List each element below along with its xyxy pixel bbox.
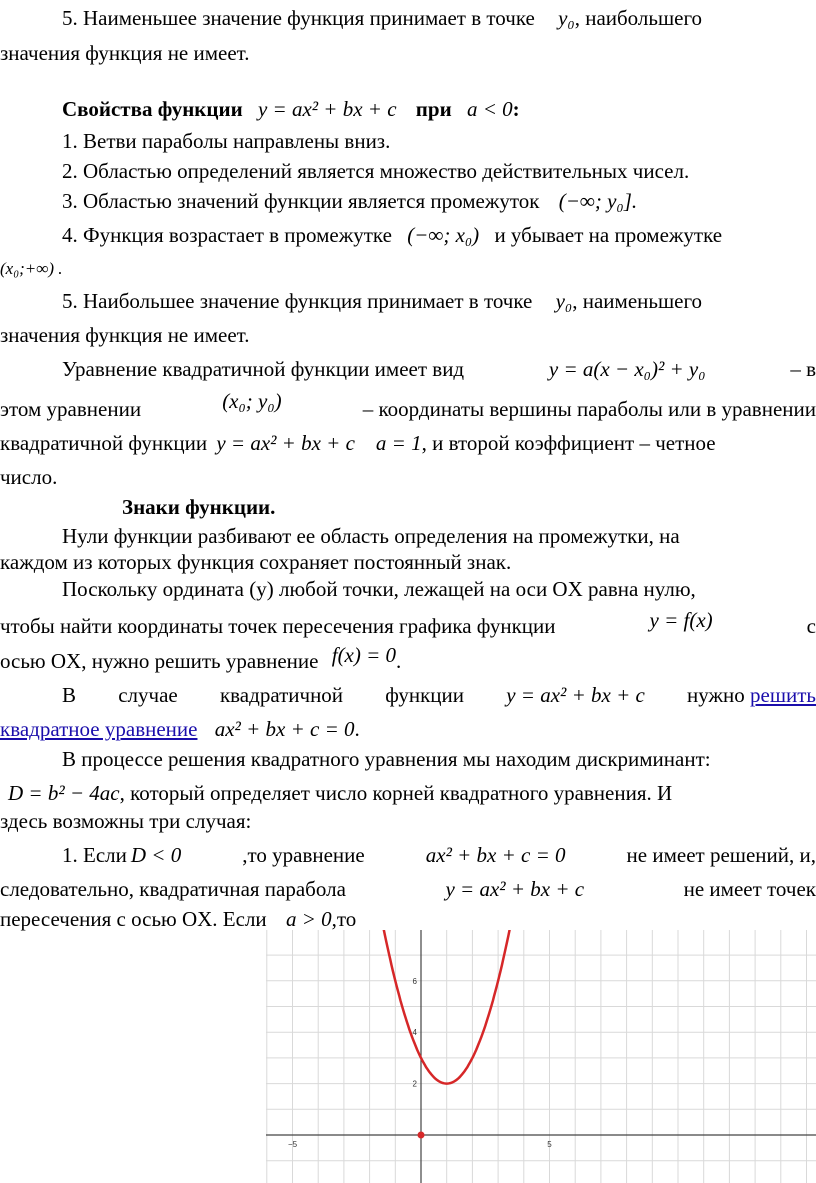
- text-line: здесь возможны три случая:: [0, 809, 252, 833]
- text-line: [8, 780, 816, 806]
- math-inline: D = b² − 4ac: [8, 781, 120, 805]
- math-inline: ax² + bx + c = 0: [425, 843, 566, 867]
- text-line: [62, 356, 816, 382]
- math-inline: (−∞; y₀].: [558, 189, 638, 213]
- text-line: [0, 608, 816, 639]
- text: нужно: [687, 683, 745, 707]
- math-inline: y = ax² + bx + c: [257, 97, 397, 121]
- text-line: [0, 643, 816, 674]
- text: осью OX, нужно решить уравнение: [0, 649, 319, 673]
- text: ,то: [331, 907, 357, 931]
- text-line: [62, 842, 816, 868]
- text: , и второй коэффициент – четное: [421, 431, 716, 455]
- section-title: Знаки функции.: [122, 495, 276, 519]
- text-line: [0, 716, 816, 742]
- text: 5. Наименьшее значение функция принимает в точке: [62, 6, 535, 30]
- text: В: [62, 683, 77, 707]
- text: случае: [118, 683, 178, 707]
- text-group: [62, 842, 181, 868]
- math-inline: y = a(x − x₀)² + y₀: [548, 357, 706, 381]
- tick-labels: [288, 977, 552, 1149]
- text-line: В процессе решения квадратного уравнения мы находим дискриминант:: [62, 747, 711, 771]
- text-line: число.: [0, 465, 58, 489]
- title-text: :: [512, 97, 520, 121]
- text: 5. Наибольшее значение функция принимает в точке: [62, 289, 533, 313]
- text: Уравнение квадратичной функции имеет вид: [62, 357, 465, 381]
- text-line: Поскольку ордината (у) любой точки, лежащей на оси OX равна нулю,: [62, 577, 696, 601]
- solve-quadratic-link[interactable]: квадратное уравнение: [0, 717, 198, 741]
- text-line: [62, 5, 816, 31]
- math-inline: D < 0: [130, 843, 182, 867]
- text: не имеет решений, и,: [626, 843, 816, 867]
- text: следовательно, квадратичная парабола: [0, 877, 346, 901]
- math-inline: (x₀;+∞) .: [0, 259, 63, 278]
- solve-quadratic-link[interactable]: решить: [750, 683, 816, 707]
- text: 4. Функция возрастает в промежутке: [62, 223, 392, 247]
- text-line: [0, 430, 816, 456]
- section-title: [62, 96, 816, 122]
- text: квадратичной: [219, 683, 344, 707]
- list-item: [62, 288, 816, 314]
- text: ,то уравнение: [242, 843, 365, 867]
- text: квадратичной функции: [0, 431, 208, 455]
- math-inline: ax² + bx + c = 0: [214, 717, 355, 741]
- math-inline: y = f(x): [649, 608, 713, 632]
- list-item: [62, 188, 816, 214]
- text: – в: [790, 357, 816, 381]
- text: , наименьшего: [572, 289, 703, 313]
- text: .: [354, 717, 360, 741]
- math-inline: a < 0: [466, 97, 513, 121]
- origin-point: [418, 1132, 425, 1139]
- list-item: [62, 222, 816, 248]
- list-item: 2. Областью определений является множество действительных чисел.: [62, 159, 690, 183]
- text: .: [396, 649, 402, 673]
- text: чтобы найти координаты точек пересечения графика функции: [0, 614, 556, 638]
- text: с: [806, 614, 816, 638]
- x-tick-label: −5: [287, 1140, 298, 1149]
- text-line: [62, 682, 816, 708]
- text: пересечения с осью OX. Если: [0, 907, 267, 931]
- text-with-link: [687, 682, 816, 708]
- text: 1. Если: [62, 843, 127, 867]
- text: 3. Областью значений функции является промежуток: [62, 189, 540, 213]
- text: – координаты вершины параболы или в уравнении: [362, 397, 816, 421]
- y-tick-label: 2: [412, 1079, 417, 1089]
- y-tick-label: 4: [412, 1028, 417, 1038]
- grid: [266, 930, 816, 1183]
- math-inline: f(x) = 0: [331, 643, 397, 667]
- text: не имеет точек: [683, 877, 816, 901]
- parabola-graph: [266, 930, 816, 1183]
- math-inline: y = ax² + bx + c: [506, 683, 645, 707]
- text: функции: [385, 683, 465, 707]
- list-item: 1. Ветви параболы направлены вниз.: [62, 129, 391, 153]
- title-text: при: [415, 97, 452, 121]
- text: этом уравнении: [0, 397, 142, 421]
- math-inline: y = ax² + bx + c: [445, 877, 585, 901]
- text: , наибольшего: [574, 6, 703, 30]
- math-inline: y₀: [558, 6, 575, 30]
- text-line: значения функция не имеет.: [0, 41, 250, 65]
- text-line: каждом из которых функция сохраняет постоянный знак.: [0, 550, 512, 574]
- math-inline: (x₀; y₀): [222, 389, 282, 413]
- text-line: [0, 876, 816, 902]
- text-line: Нули функции разбивают ее область определения на промежутки, на: [62, 524, 680, 548]
- math-inline: y₀: [555, 289, 573, 313]
- text-line: значения функция не имеет.: [0, 323, 250, 347]
- math-inline: (−∞; x₀): [407, 223, 480, 247]
- math-inline: a > 0: [285, 907, 332, 931]
- y-tick-label: 6: [412, 976, 417, 986]
- math-inline: y = ax² + bx + c a = 1: [216, 431, 422, 455]
- text-line: [0, 906, 816, 932]
- title-text: Свойства функции: [62, 97, 243, 121]
- text-line: [0, 389, 816, 422]
- text: , который определяет число корней квадратного уравнения. И: [119, 781, 673, 805]
- x-tick-label: 5: [547, 1140, 552, 1149]
- text: и убывает на промежутке: [494, 223, 723, 247]
